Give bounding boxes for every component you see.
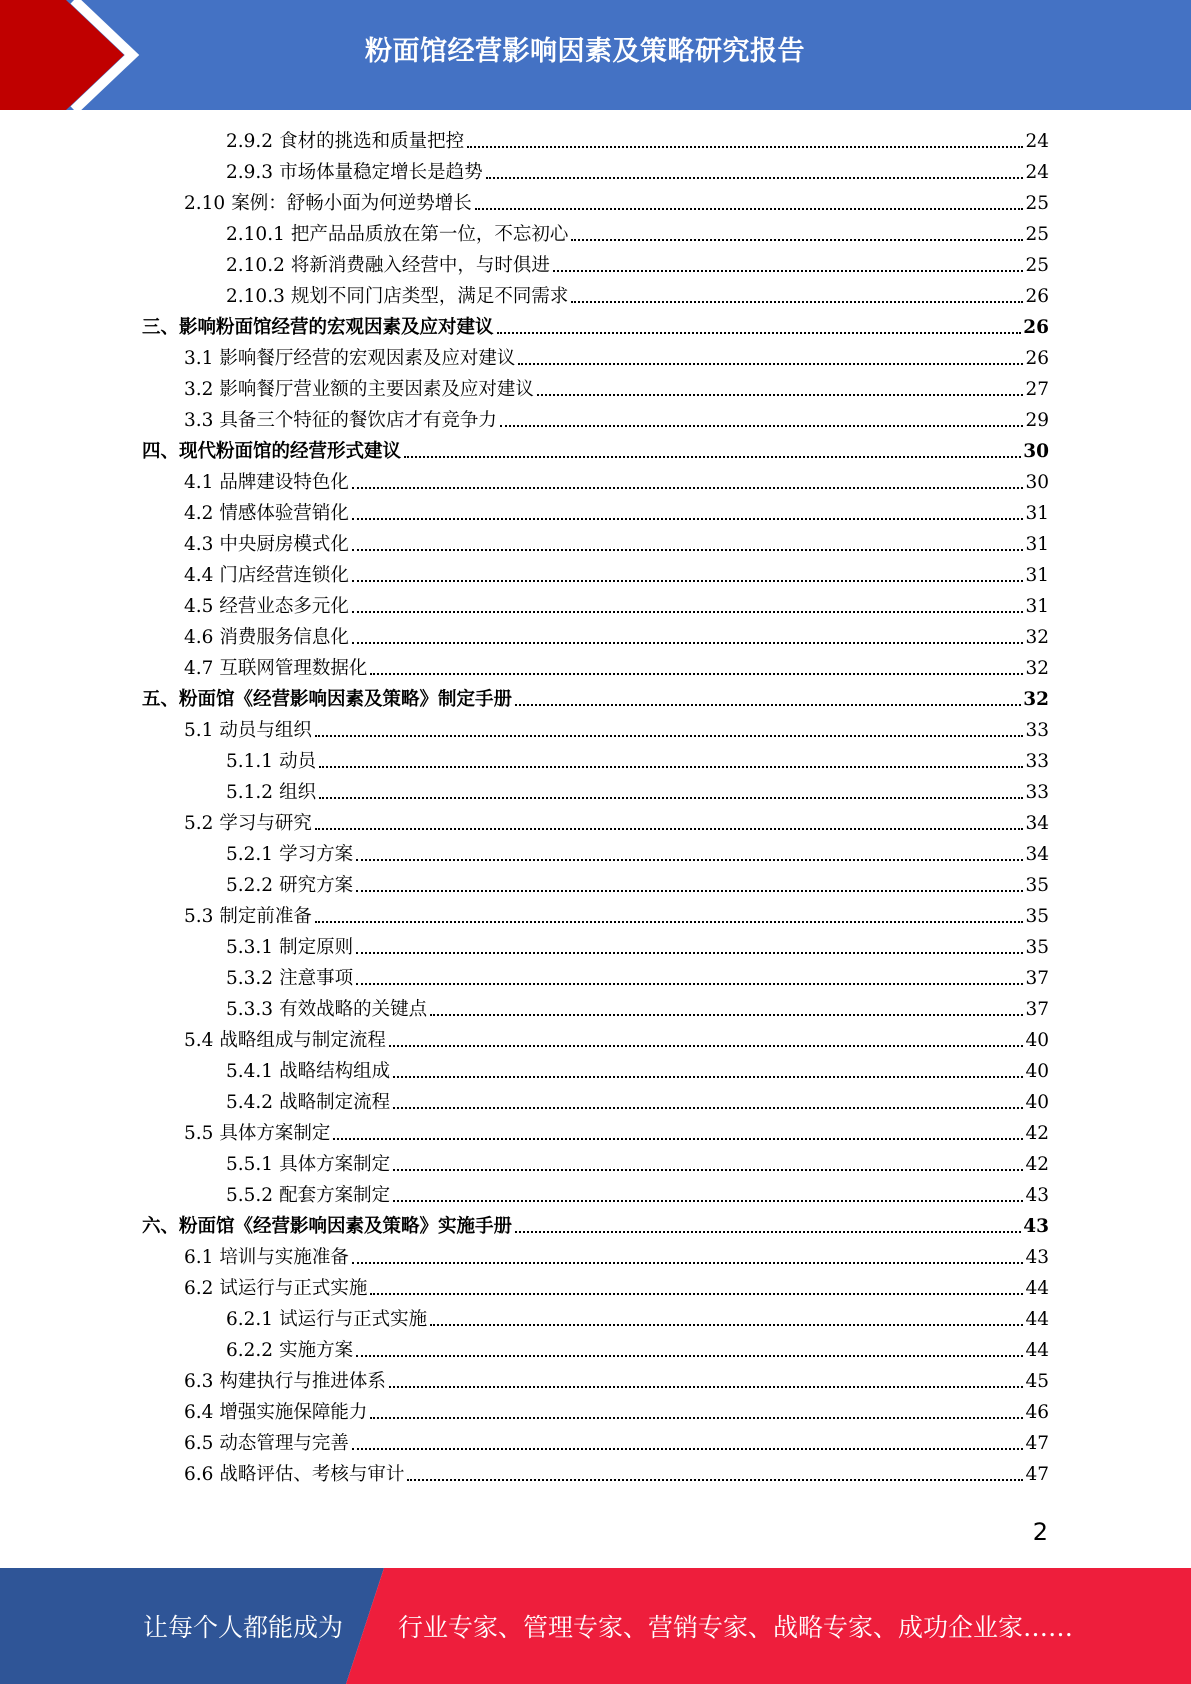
toc-entry-number: 三、 — [142, 317, 180, 338]
toc-entry-title: 战略制定流程 — [279, 1092, 391, 1113]
toc-dot-leader — [352, 642, 1024, 644]
toc-dot-leader — [356, 1355, 1023, 1357]
toc-dot-leader — [571, 301, 1023, 303]
toc-entry-title: 制定原则 — [279, 937, 354, 958]
toc-entry-title: 经营业态多元化 — [219, 596, 349, 617]
toc-entry[interactable] — [226, 1149, 1049, 1180]
toc-entry[interactable] — [142, 684, 1049, 715]
toc-dot-leader — [486, 177, 1024, 179]
toc-dot-leader — [315, 828, 1024, 830]
toc-entry-page: 30 — [1023, 441, 1049, 462]
footer-slogan-right: 行业专家、管理专家、营销专家、战略专家、成功企业家…… — [398, 1613, 1074, 1642]
toc-dot-leader — [404, 456, 1021, 458]
toc-entry-title: 培训与实施准备 — [219, 1247, 349, 1268]
page-footer — [0, 1568, 1191, 1684]
toc-entry-number: 5.5 — [184, 1123, 214, 1144]
toc-entry-page: 33 — [1025, 782, 1049, 803]
toc-entry-page: 25 — [1025, 255, 1049, 276]
toc-entry-page: 40 — [1025, 1030, 1049, 1051]
toc-entry[interactable] — [184, 715, 1049, 746]
toc-entry-title: 实施方案 — [279, 1340, 354, 1361]
toc-entry[interactable] — [226, 281, 1049, 312]
toc-entry[interactable] — [142, 436, 1049, 467]
toc-dot-leader — [430, 1014, 1023, 1016]
toc-dot-leader — [553, 270, 1024, 272]
table-of-contents — [0, 126, 1191, 1490]
toc-entry-title: 战略结构组成 — [279, 1061, 391, 1082]
toc-dot-leader — [315, 735, 1024, 737]
toc-entry-page: 24 — [1025, 162, 1049, 183]
toc-entry-number: 5.2.1 — [226, 844, 274, 865]
toc-entry-page: 24 — [1025, 131, 1049, 152]
toc-entry-page: 33 — [1025, 720, 1049, 741]
toc-entry[interactable] — [184, 1428, 1049, 1459]
footer-slogan-left: 让每个人都能成为 — [143, 1613, 344, 1642]
toc-entry[interactable] — [226, 839, 1049, 870]
page-number: 2 — [1032, 1518, 1048, 1546]
toc-entry-number: 4.7 — [184, 658, 214, 679]
toc-entry-number: 3.3 — [184, 410, 214, 431]
toc-entry-title: 情感体验营销化 — [219, 503, 349, 524]
toc-entry[interactable] — [184, 653, 1049, 684]
toc-entry-page: 42 — [1025, 1154, 1049, 1175]
toc-dot-leader — [393, 1076, 1023, 1078]
toc-entry-number: 6.2 — [184, 1278, 214, 1299]
toc-entry-page: 34 — [1025, 844, 1049, 865]
toc-entry-page: 35 — [1025, 937, 1049, 958]
toc-entry-title: 品牌建设特色化 — [219, 472, 349, 493]
toc-entry-page: 43 — [1023, 1216, 1049, 1237]
toc-entry-number: 5.4 — [184, 1030, 214, 1051]
toc-entry-number: 六、 — [142, 1216, 180, 1237]
toc-entry-page: 40 — [1025, 1061, 1049, 1082]
toc-entry-number: 6.2.2 — [226, 1340, 274, 1361]
toc-entry-number: 5.3.3 — [226, 999, 274, 1020]
toc-entry-page: 26 — [1025, 348, 1049, 369]
toc-entry-number: 4.2 — [184, 503, 214, 524]
toc-entry[interactable] — [226, 1180, 1049, 1211]
toc-entry[interactable] — [184, 560, 1049, 591]
toc-entry-page: 32 — [1023, 689, 1049, 710]
toc-entry[interactable] — [226, 1087, 1049, 1118]
toc-entry-page: 25 — [1025, 193, 1049, 214]
toc-entry-page: 44 — [1025, 1340, 1049, 1361]
toc-entry-page: 37 — [1025, 968, 1049, 989]
toc-entry[interactable] — [184, 343, 1049, 374]
toc-entry-number: 5.4.1 — [226, 1061, 274, 1082]
toc-dot-leader — [475, 208, 1024, 210]
toc-entry-page: 42 — [1025, 1123, 1049, 1144]
toc-entry-title: 粉面馆《经营影响因素及策略》实施手册 — [179, 1216, 513, 1237]
toc-entry-title: 将新消费融入经营中，与时俱进 — [290, 255, 550, 276]
toc-entry-number: 2.10 — [184, 193, 226, 214]
toc-entry[interactable] — [184, 529, 1049, 560]
toc-entry-number: 5.5.2 — [226, 1185, 274, 1206]
toc-entry-number: 5.2 — [184, 813, 214, 834]
toc-entry-title: 增强实施保障能力 — [219, 1402, 368, 1423]
toc-entry-page: 25 — [1025, 224, 1049, 245]
toc-entry[interactable] — [226, 219, 1049, 250]
chevron-arrow-icon — [0, 0, 160, 110]
toc-entry[interactable] — [226, 963, 1049, 994]
toc-dot-leader — [467, 146, 1023, 148]
toc-entry-number: 2.9.2 — [226, 131, 274, 152]
toc-entry-number: 5.3 — [184, 906, 214, 927]
toc-entry-title: 战略评估、考核与审计 — [219, 1464, 405, 1485]
toc-entry-title: 制定前准备 — [219, 906, 312, 927]
toc-entry-number: 四、 — [142, 441, 180, 462]
toc-entry[interactable] — [184, 1366, 1049, 1397]
toc-entry-title: 研究方案 — [279, 875, 354, 896]
toc-entry[interactable] — [226, 157, 1049, 188]
toc-entry-title: 粉面馆《经营影响因素及策略》制定手册 — [179, 689, 513, 710]
toc-dot-leader — [500, 425, 1024, 427]
toc-entry[interactable] — [184, 591, 1049, 622]
toc-entry-number: 6.3 — [184, 1371, 214, 1392]
toc-dot-leader — [352, 1262, 1024, 1264]
toc-entry[interactable] — [226, 870, 1049, 901]
toc-dot-leader — [352, 549, 1024, 551]
toc-dot-leader — [352, 580, 1024, 582]
toc-dot-leader — [393, 1200, 1023, 1202]
toc-dot-leader — [515, 704, 1021, 706]
toc-entry-number: 6.5 — [184, 1433, 214, 1454]
toc-dot-leader — [352, 611, 1024, 613]
toc-entry[interactable] — [184, 374, 1049, 405]
toc-entry[interactable] — [184, 1459, 1049, 1490]
toc-entry[interactable] — [184, 498, 1049, 529]
toc-dot-leader — [352, 1448, 1024, 1450]
page-header — [0, 0, 1191, 110]
toc-entry-title: 学习方案 — [279, 844, 354, 865]
toc-entry-title: 有效战略的关键点 — [279, 999, 428, 1020]
toc-entry-page: 31 — [1025, 503, 1049, 524]
toc-entry[interactable] — [184, 1118, 1049, 1149]
toc-entry-number: 2.9.3 — [226, 162, 274, 183]
toc-entry-title: 具体方案制定 — [219, 1123, 331, 1144]
toc-entry-title: 规划不同门店类型，满足不同需求 — [290, 286, 569, 307]
toc-dot-leader — [333, 1138, 1023, 1140]
toc-entry-page: 26 — [1023, 317, 1049, 338]
toc-dot-leader — [515, 1231, 1021, 1233]
toc-entry-title: 现代粉面馆的经营形式建议 — [179, 441, 402, 462]
toc-entry-page: 33 — [1025, 751, 1049, 772]
toc-entry-number: 6.1 — [184, 1247, 214, 1268]
toc-entry-number: 5.4.2 — [226, 1092, 274, 1113]
toc-dot-leader — [356, 952, 1023, 954]
toc-entry-page: 43 — [1025, 1185, 1049, 1206]
toc-entry-title: 组织 — [279, 782, 317, 803]
toc-entry-title: 互联网管理数据化 — [219, 658, 368, 679]
toc-entry-number: 5.3.1 — [226, 937, 274, 958]
toc-dot-leader — [356, 890, 1023, 892]
toc-dot-leader — [319, 766, 1023, 768]
toc-dot-leader — [389, 1045, 1024, 1047]
toc-entry[interactable] — [184, 1025, 1049, 1056]
toc-entry-title: 影响餐厅经营的宏观因素及应对建议 — [219, 348, 516, 369]
toc-entry[interactable] — [184, 1242, 1049, 1273]
toc-entry[interactable] — [184, 467, 1049, 498]
toc-entry-title: 动员 — [279, 751, 317, 772]
toc-entry[interactable] — [184, 405, 1049, 436]
toc-entry-title: 市场体量稳定增长是趋势 — [279, 162, 483, 183]
toc-entry-number: 5.1 — [184, 720, 214, 741]
toc-dot-leader — [430, 1324, 1023, 1326]
toc-entry-title: 动态管理与完善 — [219, 1433, 349, 1454]
toc-entry[interactable] — [226, 932, 1049, 963]
toc-entry-number: 5.5.1 — [226, 1154, 274, 1175]
toc-dot-leader — [407, 1479, 1023, 1481]
toc-entry-number: 4.4 — [184, 565, 214, 586]
toc-entry-number: 3.2 — [184, 379, 214, 400]
toc-entry-number: 4.3 — [184, 534, 214, 555]
toc-entry-title: 把产品品质放在第一位，不忘初心 — [290, 224, 569, 245]
toc-entry-number: 3.1 — [184, 348, 214, 369]
toc-dot-leader — [370, 1417, 1023, 1419]
toc-entry[interactable] — [226, 994, 1049, 1025]
toc-entry-page: 34 — [1025, 813, 1049, 834]
toc-dot-leader — [370, 673, 1023, 675]
toc-entry[interactable] — [184, 808, 1049, 839]
toc-entry-title: 案例：舒畅小面为何逆势增长 — [231, 193, 472, 214]
toc-entry[interactable] — [226, 126, 1049, 157]
toc-entry-number: 2.10.3 — [226, 286, 285, 307]
toc-entry[interactable] — [184, 901, 1049, 932]
toc-entry-page: 46 — [1025, 1402, 1049, 1423]
toc-entry-page: 47 — [1025, 1464, 1049, 1485]
toc-entry-page: 31 — [1025, 596, 1049, 617]
toc-entry-number: 5.1.1 — [226, 751, 274, 772]
toc-entry-title: 食材的挑选和质量把控 — [279, 131, 465, 152]
document-title: 粉面馆经营影响因素及策略研究报告 — [365, 36, 805, 67]
toc-entry-page: 35 — [1025, 906, 1049, 927]
toc-entry[interactable] — [226, 1304, 1049, 1335]
toc-dot-leader — [389, 1386, 1024, 1388]
toc-dot-leader — [393, 1107, 1023, 1109]
toc-entry-number: 2.10.1 — [226, 224, 285, 245]
toc-entry-title: 中央厨房模式化 — [219, 534, 349, 555]
toc-entry-page: 32 — [1025, 627, 1049, 648]
toc-entry-number: 6.4 — [184, 1402, 214, 1423]
toc-entry-page: 32 — [1025, 658, 1049, 679]
toc-dot-leader — [319, 797, 1023, 799]
toc-dot-leader — [393, 1169, 1023, 1171]
toc-dot-leader — [537, 394, 1024, 396]
toc-entry-number: 5.2.2 — [226, 875, 274, 896]
toc-entry-title: 具备三个特征的餐饮店才有竞争力 — [219, 410, 497, 431]
toc-entry-title: 消费服务信息化 — [219, 627, 349, 648]
toc-entry-number: 2.10.2 — [226, 255, 285, 276]
toc-entry[interactable] — [184, 188, 1049, 219]
toc-entry-number: 6.6 — [184, 1464, 214, 1485]
toc-entry[interactable] — [142, 1211, 1049, 1242]
toc-entry-title: 试运行与正式实施 — [279, 1309, 428, 1330]
toc-entry-page: 44 — [1025, 1309, 1049, 1330]
toc-entry[interactable] — [226, 777, 1049, 808]
toc-entry-page: 44 — [1025, 1278, 1049, 1299]
toc-entry[interactable] — [226, 746, 1049, 777]
toc-entry[interactable] — [142, 312, 1049, 343]
toc-dot-leader — [315, 921, 1024, 923]
toc-dot-leader — [571, 239, 1023, 241]
toc-entry[interactable] — [226, 1056, 1049, 1087]
toc-dot-leader — [356, 983, 1023, 985]
toc-entry-number: 4.1 — [184, 472, 214, 493]
toc-entry[interactable] — [184, 1397, 1049, 1428]
toc-entry[interactable] — [226, 250, 1049, 281]
toc-entry-page: 31 — [1025, 534, 1049, 555]
toc-entry-page: 43 — [1025, 1247, 1049, 1268]
toc-entry-page: 37 — [1025, 999, 1049, 1020]
toc-entry-page: 45 — [1025, 1371, 1049, 1392]
toc-dot-leader — [497, 332, 1022, 334]
toc-entry-number: 4.5 — [184, 596, 214, 617]
toc-entry[interactable] — [184, 1273, 1049, 1304]
toc-entry-title: 注意事项 — [279, 968, 354, 989]
toc-entry-number: 5.3.2 — [226, 968, 274, 989]
toc-dot-leader — [356, 859, 1023, 861]
toc-entry-title: 影响粉面馆经营的宏观因素及应对建议 — [179, 317, 494, 338]
toc-entry-page: 47 — [1025, 1433, 1049, 1454]
toc-entry-title: 门店经营连锁化 — [219, 565, 349, 586]
toc-entry-title: 构建执行与推进体系 — [219, 1371, 386, 1392]
toc-entry-page: 31 — [1025, 565, 1049, 586]
toc-dot-leader — [352, 518, 1024, 520]
toc-entry-page: 29 — [1025, 410, 1049, 431]
toc-entry-page: 30 — [1025, 472, 1049, 493]
toc-entry-title: 具体方案制定 — [279, 1154, 391, 1175]
toc-entry-page: 40 — [1025, 1092, 1049, 1113]
toc-entry-page: 27 — [1025, 379, 1049, 400]
toc-dot-leader — [518, 363, 1023, 365]
toc-entry-title: 动员与组织 — [219, 720, 312, 741]
toc-dot-leader — [370, 1293, 1023, 1295]
toc-entry-page: 35 — [1025, 875, 1049, 896]
toc-entry-number: 5.1.2 — [226, 782, 274, 803]
toc-entry-number: 4.6 — [184, 627, 214, 648]
toc-entry-title: 学习与研究 — [219, 813, 312, 834]
toc-entry-title: 试运行与正式实施 — [219, 1278, 368, 1299]
toc-entry[interactable] — [184, 622, 1049, 653]
toc-entry-title: 战略组成与制定流程 — [219, 1030, 386, 1051]
toc-dot-leader — [352, 487, 1024, 489]
toc-entry-title: 影响餐厅营业额的主要因素及应对建议 — [219, 379, 534, 400]
toc-entry-page: 26 — [1025, 286, 1049, 307]
toc-entry-title: 配套方案制定 — [279, 1185, 391, 1206]
toc-entry[interactable] — [226, 1335, 1049, 1366]
toc-entry-number: 五、 — [142, 689, 180, 710]
toc-entry-number: 6.2.1 — [226, 1309, 274, 1330]
